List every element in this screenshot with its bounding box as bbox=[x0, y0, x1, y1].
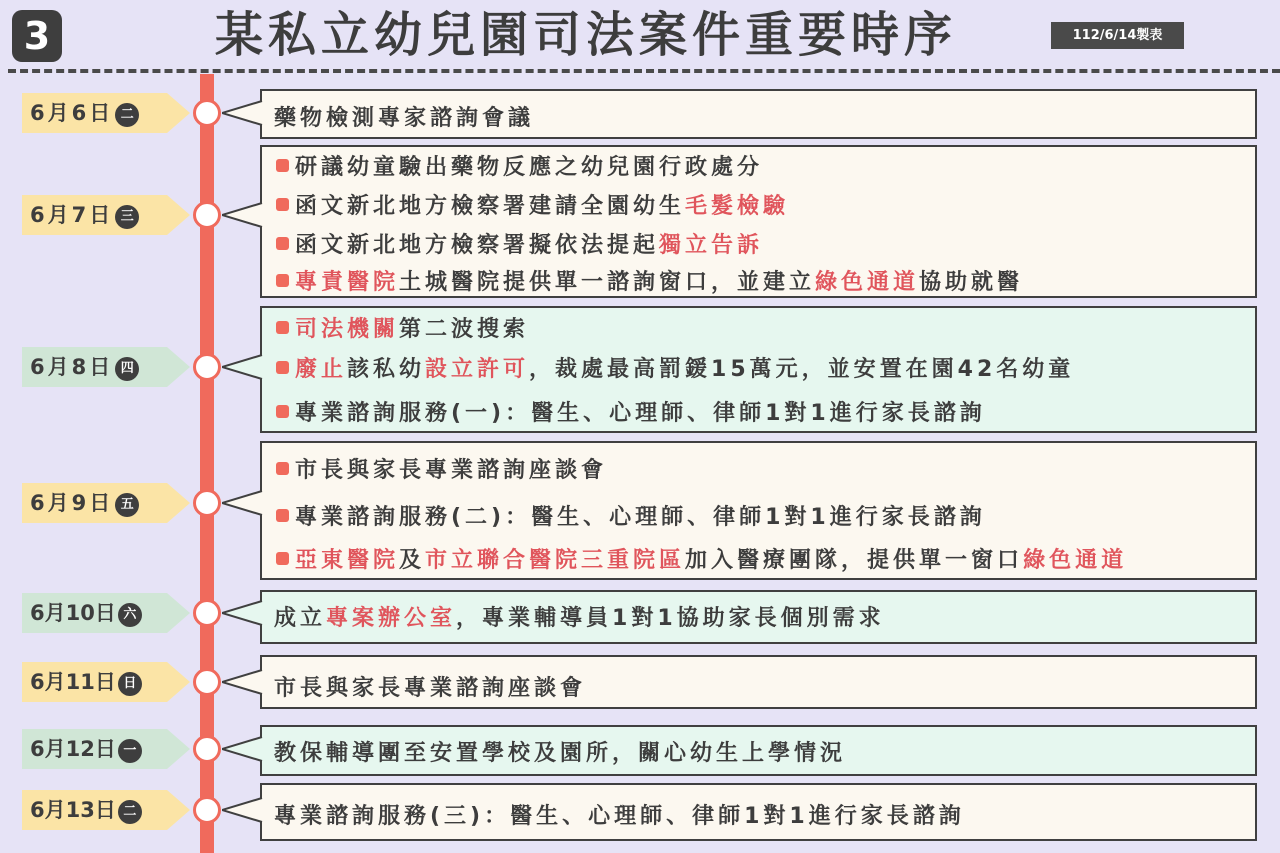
timeline-node bbox=[193, 201, 221, 229]
event-text: 市長與家長專業諮詢座談會 bbox=[274, 676, 587, 701]
highlighted-text: 毛髮檢驗 bbox=[685, 194, 790, 219]
pointer-arrow bbox=[222, 195, 264, 235]
event-line bbox=[276, 265, 1023, 296]
event-text: 市長與家長專業諮詢座談會 bbox=[295, 458, 608, 483]
event-text: 土城醫院提供單一諮詢窗口，並建立 bbox=[399, 270, 816, 295]
bullet-marker bbox=[276, 509, 289, 522]
event-line bbox=[274, 101, 534, 132]
event-text: ，裁處最高罰鍰15萬元，並安置在園42名幼童 bbox=[529, 357, 1075, 382]
event-text: ，專業輔導員1對1協助家長個別需求 bbox=[456, 606, 885, 631]
event-line bbox=[276, 543, 1127, 574]
header-divider bbox=[8, 69, 1280, 73]
weekday-badge: 六 bbox=[118, 603, 142, 627]
bullet-marker bbox=[276, 321, 289, 334]
event-line bbox=[276, 189, 789, 220]
date-text: 6月6日 bbox=[30, 101, 114, 125]
pointer-arrow bbox=[222, 593, 264, 633]
event-line bbox=[276, 500, 986, 531]
event-text: 專業諮詢服務(二)：醫生、心理師、律師1對1進行家長諮詢 bbox=[295, 505, 986, 530]
pointer-arrow bbox=[222, 483, 264, 523]
date-text: 6月11日 bbox=[30, 670, 116, 694]
date-tag bbox=[22, 662, 190, 702]
pointer-arrow bbox=[222, 790, 264, 830]
event-text: 專業諮詢服務(三)：醫生、心理師、律師1對1進行家長諮詢 bbox=[274, 804, 965, 829]
event-text: 教保輔導團至安置學校及園所，關心幼生上學情況 bbox=[274, 741, 847, 766]
pointer-arrow bbox=[222, 93, 264, 133]
date-tag bbox=[22, 93, 190, 133]
event-text: 函文新北地方檢察署擬依法提起 bbox=[295, 233, 660, 258]
bullet-marker bbox=[276, 552, 289, 565]
event-line bbox=[276, 228, 763, 259]
highlighted-text: 獨立告訴 bbox=[659, 233, 764, 258]
bullet-marker bbox=[276, 274, 289, 287]
event-text: 研議幼童驗出藥物反應之幼兒園行政處分 bbox=[295, 155, 764, 180]
event-text: 第二波搜索 bbox=[399, 317, 530, 342]
date-text: 6月8日 bbox=[30, 355, 114, 379]
bullet-marker bbox=[276, 237, 289, 250]
event-line bbox=[276, 352, 1074, 383]
highlighted-text: 綠色通道 bbox=[815, 270, 920, 295]
highlighted-text: 專責醫院 bbox=[295, 270, 400, 295]
timeline-node bbox=[193, 668, 221, 696]
timeline-node bbox=[193, 353, 221, 381]
date-tag bbox=[22, 729, 190, 769]
date-tag bbox=[22, 593, 190, 633]
event-text: 專業諮詢服務(一)：醫生、心理師、律師1對1進行家長諮詢 bbox=[295, 401, 986, 426]
date-tag bbox=[22, 790, 190, 830]
weekday-badge: 二 bbox=[115, 103, 139, 127]
highlighted-text: 司法機關 bbox=[295, 317, 400, 342]
bullet-marker bbox=[276, 462, 289, 475]
event-line bbox=[274, 671, 586, 702]
event-line bbox=[276, 396, 986, 427]
weekday-badge: 日 bbox=[118, 672, 142, 696]
bullet-marker bbox=[276, 361, 289, 374]
weekday-badge: 五 bbox=[115, 493, 139, 517]
highlighted-text: 市立聯合醫院三重院區 bbox=[425, 548, 686, 573]
pointer-arrow bbox=[222, 729, 264, 769]
event-line bbox=[274, 799, 965, 830]
event-text: 成立 bbox=[274, 606, 327, 631]
highlighted-text: 亞東醫院 bbox=[295, 548, 400, 573]
event-line bbox=[274, 736, 846, 767]
event-text: 該私幼 bbox=[347, 357, 426, 382]
timeline-node bbox=[193, 99, 221, 127]
event-line bbox=[276, 150, 763, 181]
date-text: 6月7日 bbox=[30, 203, 114, 227]
date-text: 6月9日 bbox=[30, 491, 114, 515]
weekday-badge: 二 bbox=[118, 800, 142, 824]
date-text: 6月12日 bbox=[30, 737, 116, 761]
pointer-arrow bbox=[222, 347, 264, 387]
event-text: 函文新北地方檢察署建請全園幼生 bbox=[295, 194, 686, 219]
highlighted-text: 綠色通道 bbox=[1023, 548, 1128, 573]
timeline-node bbox=[193, 735, 221, 763]
made-date-tag: 112/6/14製表 bbox=[1051, 22, 1184, 49]
date-text: 6月10日 bbox=[30, 601, 116, 625]
bullet-marker bbox=[276, 405, 289, 418]
event-line bbox=[276, 312, 529, 343]
event-text: 加入醫療團隊，提供單一窗口 bbox=[685, 548, 1024, 573]
date-tag bbox=[22, 347, 190, 387]
page-title: 某私立幼兒園司法案件重要時序 bbox=[215, 7, 958, 63]
date-tag bbox=[22, 483, 190, 523]
bullet-marker bbox=[276, 198, 289, 211]
highlighted-text: 專案辦公室 bbox=[326, 606, 457, 631]
bullet-marker bbox=[276, 159, 289, 172]
weekday-badge: 三 bbox=[115, 205, 139, 229]
event-text: 藥物檢測專家諮詢會議 bbox=[274, 106, 535, 131]
highlighted-text: 設立許可 bbox=[425, 357, 530, 382]
date-tag bbox=[22, 195, 190, 235]
event-text: 及 bbox=[399, 548, 426, 573]
timeline-node bbox=[193, 489, 221, 517]
event-line bbox=[274, 601, 885, 632]
event-line bbox=[276, 453, 607, 484]
highlighted-text: 廢止 bbox=[295, 357, 348, 382]
pointer-arrow bbox=[222, 662, 264, 702]
date-text: 6月13日 bbox=[30, 798, 116, 822]
event-text: 協助就醫 bbox=[919, 270, 1024, 295]
weekday-badge: 一 bbox=[118, 739, 142, 763]
timeline-node bbox=[193, 599, 221, 627]
section-number-badge: 3 bbox=[12, 10, 62, 62]
weekday-badge: 四 bbox=[115, 357, 139, 381]
timeline-node bbox=[193, 796, 221, 824]
